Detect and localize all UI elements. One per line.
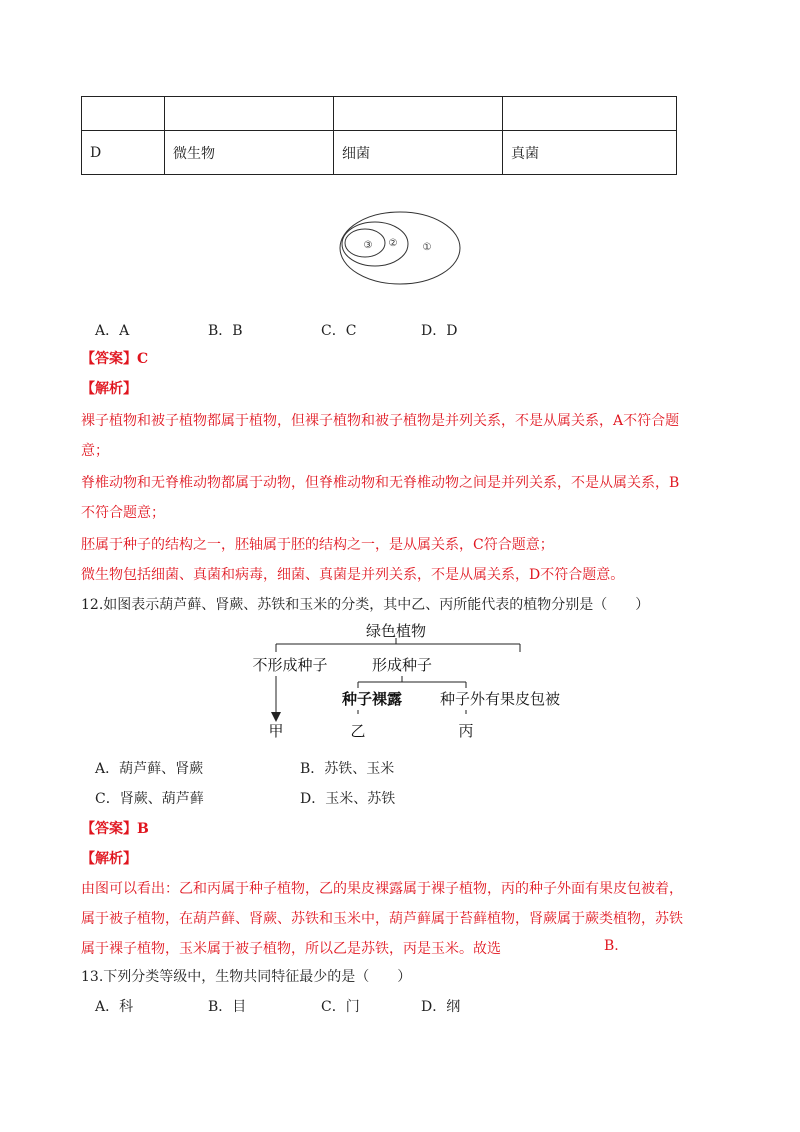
- left-branch-label: 不形成种子: [252, 656, 328, 674]
- table-cell: 真菌: [503, 131, 677, 175]
- option-d: D．玉米、苏铁: [300, 791, 396, 807]
- table-cell: [82, 97, 165, 131]
- option-d: D．纲: [421, 999, 461, 1015]
- label-yi: 乙: [350, 722, 366, 740]
- analysis-line: 裸子植物和被子植物都属于植物，但裸子植物和被子植物是并列关系，不是从属关系，A不符合题: [81, 413, 680, 429]
- table-cell: 微生物: [165, 131, 334, 175]
- analysis-line: 胚属于种子的结构之一，胚轴属于胚的结构之一，是从属关系，C符合题意；: [81, 537, 554, 553]
- option-a: A．科: [95, 999, 134, 1015]
- nested-circles-figure: [335, 210, 465, 290]
- table-cell: [334, 97, 503, 131]
- option-a: A．A: [95, 323, 130, 339]
- analysis-label: 【解析】: [81, 381, 137, 397]
- table-cell: 细菌: [334, 131, 503, 175]
- analysis-choice: B.: [604, 938, 619, 954]
- question-12-stem: 12.如图表示葫芦藓、肾蕨、苏铁和玉米的分类，其中乙、丙所能代表的植物分别是（ ）: [81, 597, 650, 613]
- analysis-line: 不符合题意；: [81, 505, 165, 521]
- right-branch-label: 形成种子: [371, 656, 433, 674]
- table-cell: [165, 97, 334, 131]
- root-label: 绿色植物: [365, 622, 427, 640]
- analysis-line: 脊椎动物和无脊椎动物都属于动物，但脊椎动物和无脊椎动物之间是并列关系，不是从属关系，B: [81, 475, 680, 491]
- analysis-line: 属于被子植物，在葫芦藓、肾蕨、苏铁和玉米中，葫芦藓属于苔藓植物，肾蕨属于蕨类植物，苏铁: [81, 911, 683, 927]
- option-c: C．门: [321, 999, 360, 1015]
- covered-seed-label: 种子外有果皮包被: [439, 690, 560, 708]
- option-b: B．B: [208, 323, 243, 339]
- plant-classification-diagram: [240, 618, 560, 743]
- option-a: A．葫芦藓、肾蕨: [95, 761, 204, 777]
- analysis-line: 属于裸子植物，玉米属于被子植物，所以乙是苏铁，丙是玉米。故选: [81, 941, 501, 957]
- table-cell: [503, 97, 677, 131]
- naked-seed-label: 种子裸露: [341, 690, 403, 708]
- label-3: ③: [363, 240, 373, 251]
- option-d: D．D: [421, 323, 458, 339]
- answer-label: 【答案】B: [81, 821, 149, 837]
- label-jia: 甲: [268, 722, 284, 740]
- ellipse-outer: [340, 212, 460, 284]
- option-c: C．C: [321, 323, 357, 339]
- table-cell: D: [82, 131, 165, 175]
- label-bing: 丙: [458, 722, 474, 740]
- label-1: ①: [422, 242, 432, 253]
- label-2: ②: [388, 238, 398, 249]
- ellipse-middle: [342, 222, 408, 266]
- option-b: B．苏铁、玉米: [300, 761, 395, 777]
- analysis-label: 【解析】: [81, 851, 137, 867]
- answer-label: 【答案】C: [81, 351, 149, 367]
- arrow-head: [271, 712, 281, 722]
- classification-table: [81, 96, 677, 175]
- analysis-line: 微生物包括细菌、真菌和病毒，细菌、真菌是并列关系，不是从属关系，D不符合题意。: [81, 567, 625, 583]
- analysis-line: 意；: [81, 443, 109, 459]
- table-row: [82, 97, 677, 131]
- option-c: C．肾蕨、葫芦藓: [95, 791, 204, 807]
- analysis-line: 由图可以看出：乙和丙属于种子植物，乙的果皮裸露属于裸子植物，丙的种子外面有果皮包被着，: [81, 881, 683, 897]
- table-row: [82, 131, 677, 175]
- option-b: B．目: [208, 999, 247, 1015]
- question-13-stem: 13.下列分类等级中，生物共同特征最少的是（ ）: [81, 969, 412, 985]
